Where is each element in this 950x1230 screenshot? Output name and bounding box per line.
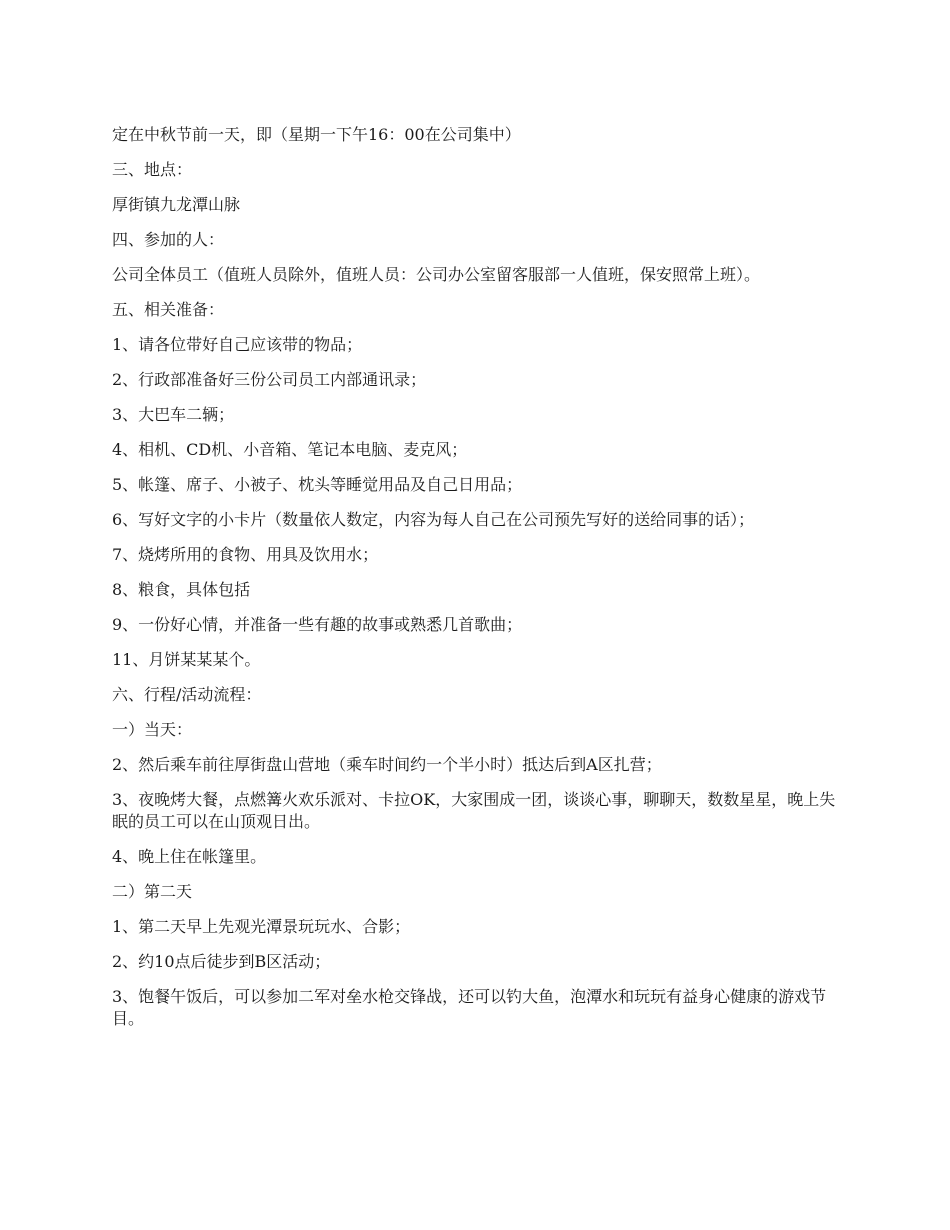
paragraph-participants: 公司全体员工（值班人员除外，值班人员：公司办公室留客服部一人值班，保安照常上班）。 bbox=[112, 265, 761, 284]
list-item: 1、请各位带好自己应该带的物品； bbox=[112, 335, 363, 354]
heading-participants: 四、参加的人： bbox=[112, 230, 225, 249]
list-item: 2、然后乘车前往厚街盘山营地（乘车时间约一个半小时）抵达后到A区扎营； bbox=[112, 755, 662, 774]
list-item: 9、一份好心情，并准备一些有趣的故事或熟悉几首歌曲； bbox=[112, 615, 523, 634]
list-item: 8、粮食，具体包括 bbox=[112, 580, 251, 599]
list-item: 11、月饼某某某个。 bbox=[112, 650, 261, 669]
list-item: 4、晚上住在帐篷里。 bbox=[112, 847, 267, 866]
list-item: 4、相机、CD机、小音箱、笔记本电脑、麦克风； bbox=[112, 440, 468, 459]
paragraph-location: 厚街镇九龙潭山脉 bbox=[112, 195, 241, 214]
heading-preparation: 五、相关准备： bbox=[112, 300, 225, 319]
subheading-day-two: 二）第二天 bbox=[112, 882, 193, 901]
heading-schedule: 六、行程/活动流程： bbox=[112, 685, 262, 704]
list-item: 7、烧烤所用的食物、用具及饮用水； bbox=[112, 545, 379, 564]
list-item: 2、约10点后徒步到B区活动； bbox=[112, 952, 331, 971]
list-item: 6、写好文字的小卡片（数量依人数定，内容为每人自己在公司预先写好的送给同事的话）； bbox=[112, 510, 755, 529]
list-item: 2、行政部准备好三份公司员工内部通讯录； bbox=[112, 370, 427, 389]
list-item: 3、夜晚烤大餐，点燃篝火欢乐派对、卡拉OK，大家围成一团，谈谈心事，聊聊天，数数星星，晚上失眠的员工可以在山顶观日出。 bbox=[112, 790, 836, 831]
list-item: 5、帐篷、席子、小被子、枕头等睡觉用品及自己日用品； bbox=[112, 475, 523, 494]
heading-location: 三、地点： bbox=[112, 160, 193, 179]
list-item: 1、第二天早上先观光潭景玩玩水、合影； bbox=[112, 917, 411, 936]
subheading-day-one: 一）当天： bbox=[112, 720, 193, 739]
paragraph-time: 定在中秋节前一天，即（星期一下午16：00在公司集中） bbox=[112, 125, 521, 144]
list-item: 3、饱餐午饭后，可以参加二军对垒水枪交锋战，还可以钓大鱼，泡潭水和玩玩有益身心健康的游戏节目。 bbox=[112, 987, 827, 1028]
list-item: 3、大巴车二辆； bbox=[112, 405, 235, 424]
document-body bbox=[112, 124, 840, 1043]
